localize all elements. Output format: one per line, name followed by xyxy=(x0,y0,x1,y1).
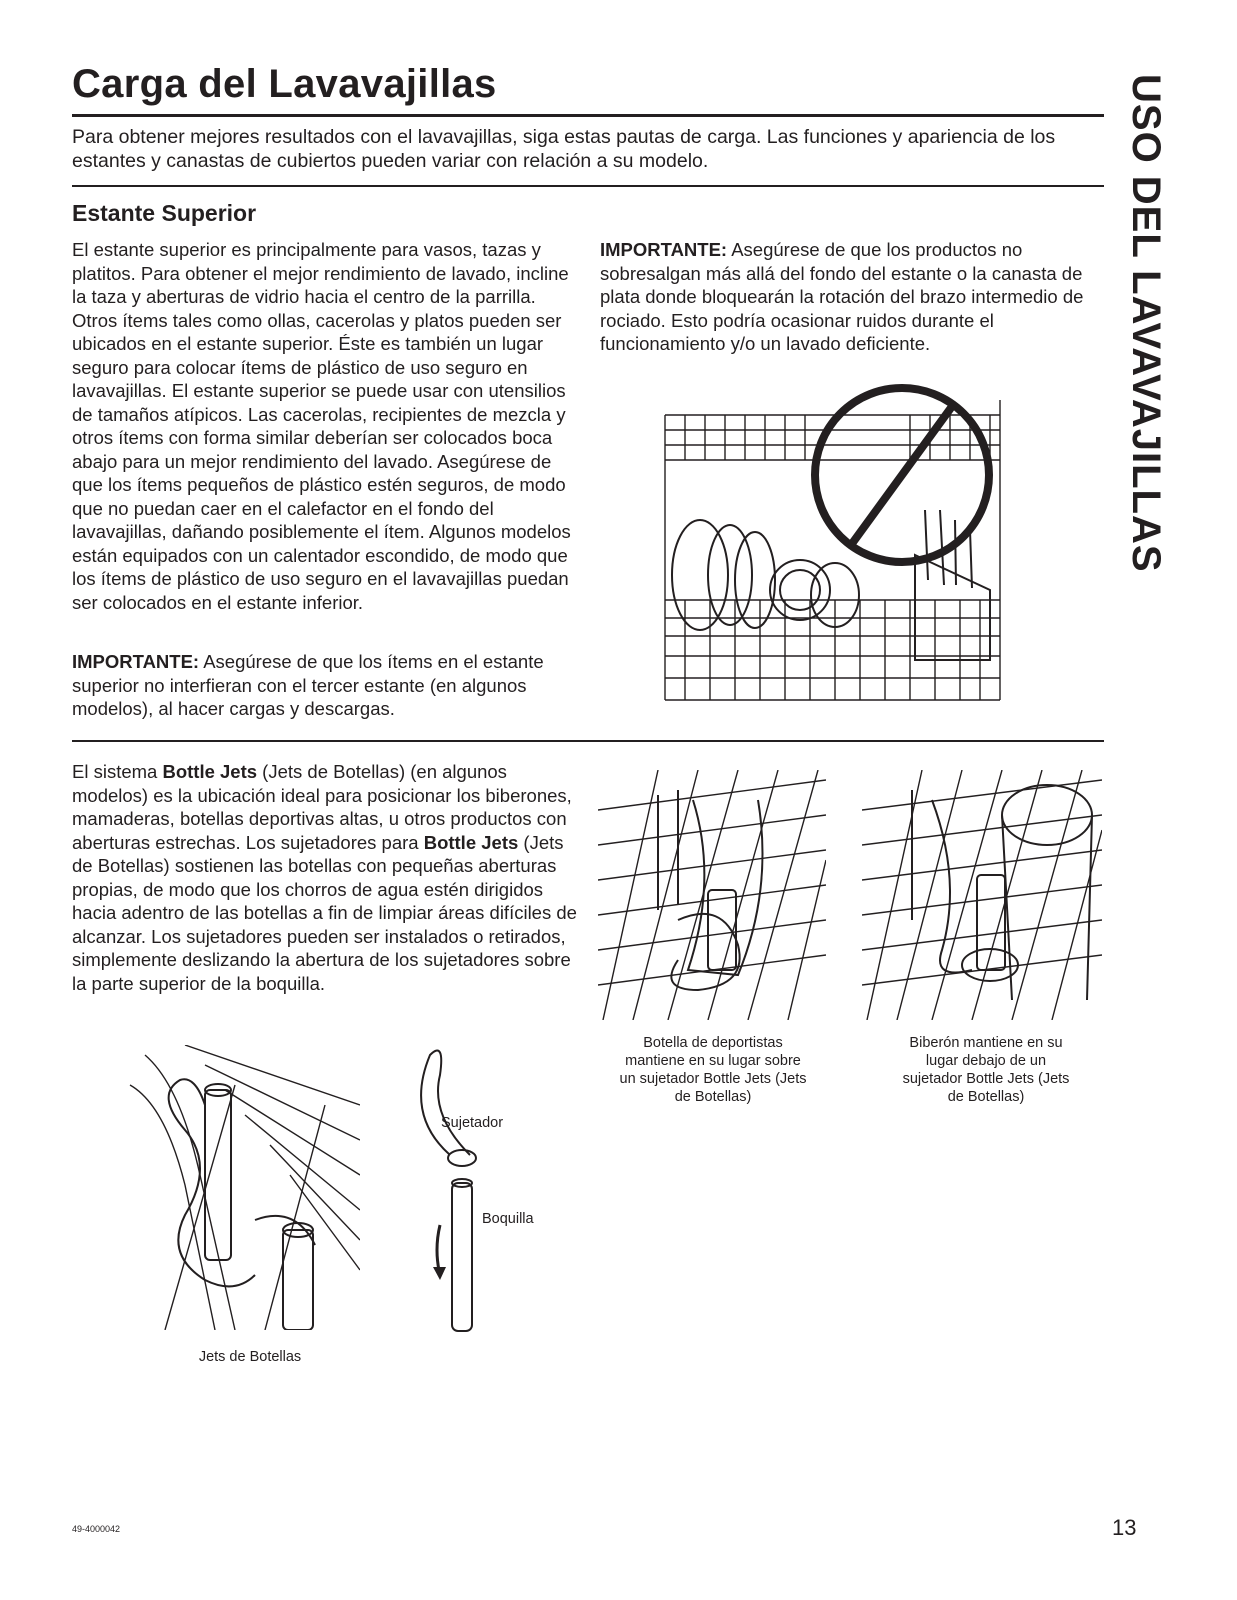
bottle-jets-body xyxy=(72,760,580,995)
sports-bottle-illustration xyxy=(598,770,826,1020)
bottle-jets-text: El sistema xyxy=(72,761,163,782)
important-text: Asegúrese de que los productos no sobresalgan más allá del fondo del estante o la canasta de plata donde bloquearán la rotación del brazo intermedio de rociado. Esto podría ocasionar ruidos durante el funcionamiento y/o un lavado deficiente. xyxy=(600,239,1084,354)
caption-jets: Jets de Botellas xyxy=(198,1349,302,1365)
label-nozzle: Boquilla xyxy=(482,1211,534,1227)
label-clip: Sujetador xyxy=(441,1115,504,1131)
rack-prohibited-illustration xyxy=(660,360,1020,705)
intro-paragraph: Para obtener mejores resultados con el lavavajillas, siga estas pautas de carga. Las funciones y apariencia de los estantes y canastas de cubiertos pueden variar con relación a su modelo. xyxy=(72,126,1056,172)
side-tab xyxy=(1120,74,1180,573)
right-important xyxy=(600,238,1100,356)
document-number: 49-4000042 xyxy=(72,1524,121,1534)
bottle-jets-illustration xyxy=(125,1045,360,1330)
important-label: IMPORTANTE: xyxy=(600,239,728,260)
page-number: 13 xyxy=(1112,1515,1137,1540)
bottle-jets-bold: Bottle Jets xyxy=(162,761,258,782)
intro-rule xyxy=(72,185,1104,187)
section-rule xyxy=(72,740,1104,742)
clip-nozzle-diagram xyxy=(400,1045,490,1335)
baby-bottle-illustration xyxy=(862,770,1102,1020)
upper-rack-important xyxy=(72,650,562,721)
side-tab-label: USO DEL LAVAVAJILLAS xyxy=(1124,74,1168,573)
page-title: Carga del Lavavajillas xyxy=(72,62,497,106)
caption-sports-bottle: Botella de deportistas mantiene en su lugar sobre un sujetador Bottle Jets (Jets de Botellas) xyxy=(619,1035,807,1105)
section-heading-upper-rack: Estante Superior xyxy=(72,200,257,226)
caption-baby-bottle: Biberón mantiene en su lugar debajo de un sujetador Bottle Jets (Jets de Botellas) xyxy=(902,1035,1070,1105)
important-text: Asegúrese de que los ítems en el estante superior no interfieran con el tercer estante (en algunos modelos), al hacer cargas y descargas. xyxy=(72,651,544,719)
important-label: IMPORTANTE: xyxy=(72,651,200,672)
title-rule xyxy=(72,114,1104,117)
bottle-jets-bold: Bottle Jets xyxy=(423,831,519,853)
bottle-jets-text: (Jets de Botellas) sostienen las botellas con pequeñas aberturas propias, de modo que los chorros de agua estén dirigidos hacia adentro de las botellas a fin de limpiar áreas difíciles de alcanzar. Los sujetadores pueden ser instalados o retirados, simplemente deslizando la abertura de los sujetadores sobre la parte superior de la boquilla. xyxy=(72,831,577,994)
upper-rack-body: El estante superior es principalmente para vasos, tazas y platitos. Para obtener el mejor rendimiento de lavado, incline la taza y aberturas de vidrio hacia el centro de la parrilla. Otros ítems tales como ollas, cacerolas y platos pueden ser ubicados en el estante superior. Éste es también un lugar seguro para colocar ítems de plástico de uso seguro en lavavajillas. El estante superior se puede usar con utensilios de tamaños atípicos. Las cacerolas, recipientes de mezcla y otros ítems con forma similar deberían ser colocados boca abajo para un mejor rendimiento del lavado. Asegúrese de que los ítems pequeños de plástico estén seguros, de modo que no puedan caer en el calefactor en el fondo del lavavajillas, dañando posiblemente el ítem. Algunos modelos están equipados con un calentador escondido, de modo que los ítems de plástico de uso seguro en el lavavajillas puedan ser colocados en el estante inferior. xyxy=(72,239,571,613)
bottle-jets-text: (Jets de Botellas) (en algunos modelos) es la ubicación ideal para posicionar los biberones, mamaderas, botellas deportivas altas, u otros productos con aberturas estrechas. Los sujetadores para xyxy=(72,761,572,853)
